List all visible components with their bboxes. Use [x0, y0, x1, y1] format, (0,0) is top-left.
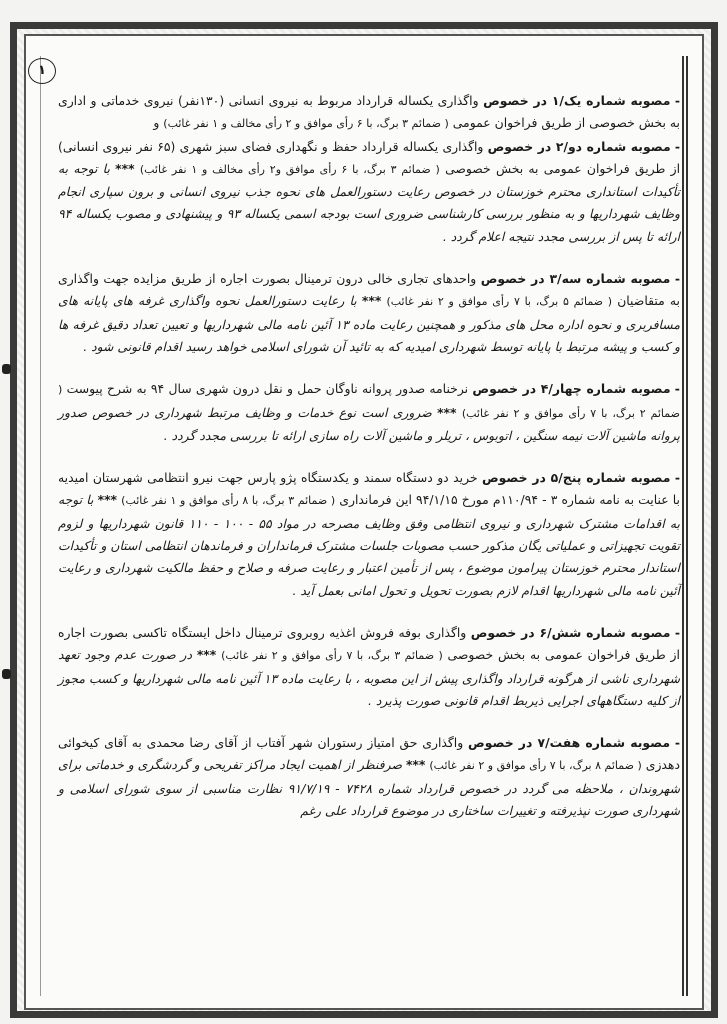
council-decision: ضروری است نوع خدمات و وظایف مرتبط شهرداری در خصوص صدور پروانه ماشین آلات نیمه سنگین ، اتوبوس ، تریلر و ماشین آلات راه سازی ارائه تا بررسی مجدد گردد . [58, 404, 680, 443]
resolution-text: نرخنامه صدور پروانه ناوگان حمل و نقل درون شهری سال ۹۴ به شرح پیوست [66, 381, 469, 397]
vote-summary: ( ضمائم ۳ برگ، با ۷ رأی موافق و ۲ نفر غائب) [221, 649, 443, 663]
resolution-lead: مصوبه شماره هفت/۷ در خصوص [468, 735, 671, 751]
resolution-lead: مصوبه شماره یک/۱ در خصوص [483, 93, 671, 108]
resolution-text: خرید دو دستگاه سمند و یکدستگاه پژو پارس جهت نیرو انتظامی شهرستان امیدیه با عنایت به نامه شماره ۳ - ۱۱۰/۹۴م مورخ ۹۴/۱/۱۵ این فرمانداری [58, 470, 680, 508]
separator-stars: *** [405, 757, 426, 773]
resolution-text: واگذاری یکساله قرارداد مربوط به نیروی انسانی (۱۳۰نفر) نیروی خدماتی و اداری به بخش خصوصی از طریق فراخوان عمومی [58, 93, 680, 131]
resolution-paragraph: - مصوبه شماره پنج/۵ در خصوص خرید دو دستگاه سمند و یکدستگاه پژو پارس جهت نیرو انتظامی شهرستان امیدیه با عنایت به نامه شماره ۳ - ۱۱۰/۹۴م مورخ ۹۴/۱/۱۵ این فرمانداری ( ضمائم ۳ برگ، با ۸ رأی موافق و ۱ نفر غائب) *** با توجه به اقدامات مشترک شهرداری و نیروی انتظامی وفق وظایف مصرحه در مواد ۵۵ - ۱۰۰ - ۱۱۰ قانون شهرداریها و لزوم تقویت تجهیزاتی و عملیاتی یگان مذکور حسب مصوبات جلسات مشترک فرمانداران و فرماندهان انتظامی استان و تأکیدات استاندار محترم خوزستان پیرامون موضوع ، پس از تأمین اعتبار و رعایت صرفه و صلاح و حفظ مالکیت شهرداری و رعایت آئین نامه مالی شهرداریها اقدام لازم بصورت تحویل و تحول امانی بعمل آید . [58, 470, 680, 598]
resolution-item [58, 268, 680, 358]
resolution-item [58, 378, 680, 447]
document-body [58, 90, 680, 842]
resolution-paragraph: - مصوبه شماره چهار/۴ در خصوص نرخنامه صدور پروانه ناوگان حمل و نقل درون شهری سال ۹۴ به شرح پیوست ( ضمائم ۲ برگ، با ۷ رأی موافق و ۲ نفر غائب) *** ضروری است نوع خدمات و وظایف مرتبط شهرداری در خصوص صدور پروانه ماشین آلات نیمه سنگین ، اتوبوس ، تریلر و ماشین آلات راه سازی ارائه تا بررسی مجدد گردد . [58, 381, 680, 443]
separator-stars: *** [97, 492, 118, 508]
resolution-paragraph: - مصوبه شماره دو/۲ در خصوص واگذاری یکساله قرارداد حفظ و نگهداری فضای سبز شهری (۶۵ نفر نیروی انسانی) از طریق فراخوان عمومی به بخش خصوصی ( ضمائم ۳ برگ، با ۶ رأی موافق و۲ رأی مخالف و ۱ نفر غائب) *** با توجه به تأکیدات استانداری محترم خوزستان در خصوص رعایت دستورالعمل های نحوه جذب نیروی انسانی و برون سپاری انجام وظایف شهرداریها و به منظور بررسی کارشناسی ضروری است بودجه اسمی یکساله ۹۳ و پیشنهادی و مصوب یکساله ۹۴ ارائه تا پس از بررسی مجدد نتیجه اعلام گردد . [58, 138, 681, 244]
vote-summary: ( ضمائم ۳ برگ، با ۸ رأی موافق و ۱ نفر غائب) [121, 494, 336, 508]
resolution-paragraph: - مصوبه شماره هفت/۷ در خصوص واگذاری حق امتیاز رستوران شهر آفتاب از آقای رضا محمدی به آقای کیخوائی دهدزی ( ضمائم ۸ برگ، با ۷ رأی موافق و ۲ نفر غائب) *** صرفنظر از اهمیت ایجاد مراکز تفریحی و گردشگری و خدماتی برای شهروندان ، ملاحظه می گردد در خصوص قرارداد شماره ۷۴۲۸ - ۹۱/۷/۱۹ نظارت مناسبی از سوی شورای اسلامی و شهرداری صورت نپذیرفته و تغییرات ساختاری در موضوع قرارداد علی رغم [58, 735, 680, 819]
vote-summary: ( ضمائم ۲ برگ، با ۷ رأی موافق و ۲ نفر غائب) [58, 383, 680, 420]
resolution-item [58, 90, 680, 248]
separator-stars: *** [437, 404, 457, 420]
separator-stars: *** [361, 293, 382, 309]
council-decision: صرفنظر از اهمیت ایجاد مراکز تفریحی و گردشگری و خدماتی برای شهروندان ، ملاحظه می گردد در خصوص قرارداد شماره ۷۴۲۸ - ۹۱/۷/۱۹ نظارت مناسبی از سوی شورای اسلامی و شهرداری صورت نپذیرفته و تغییرات ساختاری در موضوع قرارداد علی رغم [58, 757, 680, 819]
resolution-text: واگذاری بوفه فروش اغذیه روبروی ترمینال داخل ایستگاه تاکسی بصورت اجاره از طریق فراخوان عمومی به بخش خصوصی [58, 624, 680, 663]
page-number: ۱ [28, 58, 56, 84]
resolution-item [58, 732, 680, 822]
resolution-lead: مصوبه شماره سه/۳ در خصوص [480, 271, 671, 287]
resolution-lead: مصوبه شماره شش/۶ در خصوص [470, 624, 671, 640]
council-decision: با رعایت دستورالعمل نحوه واگذاری غرفه های پایانه های مسافربری و نحوه اداره محل های مذکور و همچنین رعایت ماده ۱۳ آئین نامه مالی شهرداریها و تعیین تعداد دقیق غرفه ها و کسب و پیشه مرتبط با پایانه توسط شهرداری امیدیه که به تائید آن شورای اسلامی خواهد رسید اقدام قانونی شود . [58, 293, 680, 354]
separator-stars: *** [115, 160, 135, 176]
vote-summary: ( ضمائم ۳ برگ، با ۶ رأی موافق و۲ رأی مخالف و ۱ نفر غائب) [139, 162, 440, 176]
conjunction: و [153, 115, 160, 131]
resolution-item [58, 622, 680, 712]
council-decision: با توجه به تأکیدات استانداری محترم خوزستان در خصوص رعایت دستورالعمل های نحوه جذب نیروی انسانی و برون سپاری انجام وظایف شهرداریها و به منظور بررسی کارشناسی ضروری است بودجه اسمی یکساله ۹۳ و پیشنهادی و مصوب یکساله ۹۴ ارائه تا پس از بررسی مجدد نتیجه اعلام گردد . [58, 160, 680, 244]
vote-summary: ( ضمائم ۵ برگ، با ۷ رأی موافق و ۲ نفر غائب) [386, 295, 613, 309]
resolution-text: واحدهای تجاری خالی درون ترمینال بصورت اجاره از طریق مزایده جهت واگذاری به متقاضیان [58, 271, 680, 309]
resolution-paragraph: - مصوبه شماره شش/۶ در خصوص واگذاری بوفه فروش اغذیه روبروی ترمینال داخل ایستگاه تاکسی بصورت اجاره از طریق فراخوان عمومی به بخش خصوصی ( ضمائم ۳ برگ، با ۷ رأی موافق و ۲ نفر غائب) *** در صورت عدم وجود تعهد شهرداری ناشی از هرگونه قرارداد واگذاری پیش از این مصوبه ، با رعایت ماده ۱۳ آئین نامه مالی شهرداریها و کسب مجوز از کلیه دستگاههای اجرایی ذیربط اقدام قانونی صورت پذیرد . [58, 624, 680, 708]
resolution-item [58, 467, 680, 602]
council-decision: در صورت عدم وجود تعهد شهرداری ناشی از هرگونه قرارداد واگذاری پیش از این مصوبه ، با رعایت ماده ۱۳ آئین نامه مالی شهرداریها و کسب مجوز از کلیه دستگاههای اجرایی ذیربط اقدام قانونی صورت پذیرد . [58, 647, 680, 708]
separator-stars: *** [196, 647, 217, 663]
resolution-text: واگذاری یکساله قرارداد حفظ و نگهداری فضای سبز شهری (۶۵ نفر نیروی انسانی) از طریق فراخوان عمومی به بخش خصوصی [58, 138, 681, 176]
vote-summary: ( ضمائم ۸ برگ، با ۷ رأی موافق و ۲ نفر غائب) [429, 759, 642, 773]
punch-hole [2, 669, 11, 679]
resolution-paragraph: - مصوبه شماره سه/۳ در خصوص واحدهای تجاری خالی درون ترمینال بصورت اجاره از طریق مزایده جهت واگذاری به متقاضیان ( ضمائم ۵ برگ، با ۷ رأی موافق و ۲ نفر غائب) *** با رعایت دستورالعمل نحوه واگذاری غرفه های پایانه های مسافربری و نحوه اداره محل های مذکور و همچنین رعایت ماده ۱۳ آئین نامه مالی شهرداریها و تعیین تعداد دقیق غرفه ها و کسب و پیشه مرتبط با پایانه توسط شهرداری امیدیه که به تائید آن شورای اسلامی خواهد رسید اقدام قانونی شود . [58, 271, 680, 354]
resolution-paragraph: - مصوبه شماره یک/۱ در خصوص واگذاری یکساله قرارداد مربوط به نیروی انسانی (۱۳۰نفر) نیروی خدماتی و اداری به بخش خصوصی از طریق فراخوان عمومی ( ضمائم ۳ برگ، با ۶ رأی موافق و ۲ رأی مخالف و ۱ نفر غائب) و [58, 93, 680, 131]
punch-hole [2, 364, 11, 374]
resolution-lead: مصوبه شماره چهار/۴ در خصوص [472, 381, 671, 397]
resolution-text: واگذاری حق امتیاز رستوران شهر آفتاب از آقای رضا محمدی به آقای کیخوائی دهدزی [58, 735, 680, 773]
vote-summary: ( ضمائم ۳ برگ، با ۶ رأی موافق و ۲ رأی مخالف و ۱ نفر غائب) [163, 117, 449, 131]
resolution-lead: مصوبه شماره دو/۲ در خصوص [487, 138, 671, 154]
resolution-lead: مصوبه شماره پنج/۵ در خصوص [481, 470, 671, 486]
council-decision: با توجه به اقدامات مشترک شهرداری و نیروی انتظامی وفق وظایف مصرحه در مواد ۵۵ - ۱۰۰ - ۱۱۰ قانون شهرداریها و لزوم تقویت تجهیزاتی و عملیاتی یگان مذکور حسب مصوبات جلسات مشترک فرمانداران و فرماندهان انتظامی استان و تأکیدات استاندار محترم خوزستان پیرامون موضوع ، پس از تأمین اعتبار و رعایت صرفه و صلاح و حفظ مالکیت شهرداری و رعایت آئین نامه مالی شهرداریها اقدام لازم بصورت تحویل و تحول امانی بعمل آید . [58, 492, 680, 598]
